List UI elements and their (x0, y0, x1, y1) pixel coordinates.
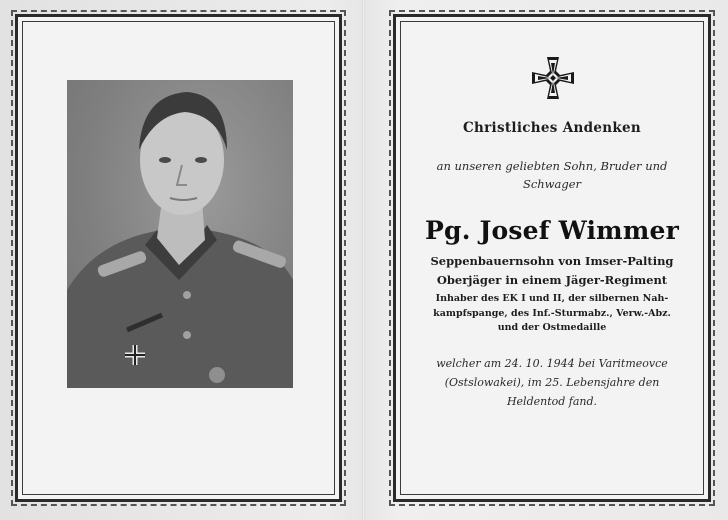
card-heading: Christliches Andenken (462, 120, 641, 136)
decorations-text (412, 292, 692, 336)
rank-line: Oberjäger in einem Jäger-Regiment (436, 273, 668, 287)
decorations-line: kampfspange, des Inf.-Sturmabz., Verw.-Abz. (433, 307, 671, 319)
death-line: welcher am 24. 10. 1944 bei Varitmeovce (436, 357, 668, 370)
intro-line: an unseren geliebten Sohn, Bruder und (436, 159, 668, 173)
fold-line (362, 0, 365, 520)
origin-line: Seppenbauernsohn von Imser-Palting (430, 254, 674, 268)
death-line: (Ostslowakei), im 25. Lebensjahre den (444, 376, 660, 389)
death-notice (412, 354, 692, 411)
intro-text (412, 157, 692, 193)
decorations-line: und der Ostmedaille (497, 322, 607, 333)
death-line: Heldentod fand. (506, 395, 598, 408)
decorations-line: Inhaber des EK I und II, der silbernen Nah- (435, 293, 669, 304)
portrait-photo (67, 80, 293, 388)
iron-cross-icon (530, 55, 576, 101)
intro-line: Schwager (522, 177, 582, 191)
deceased-name: Pg. Josef Wimmer (425, 216, 679, 245)
